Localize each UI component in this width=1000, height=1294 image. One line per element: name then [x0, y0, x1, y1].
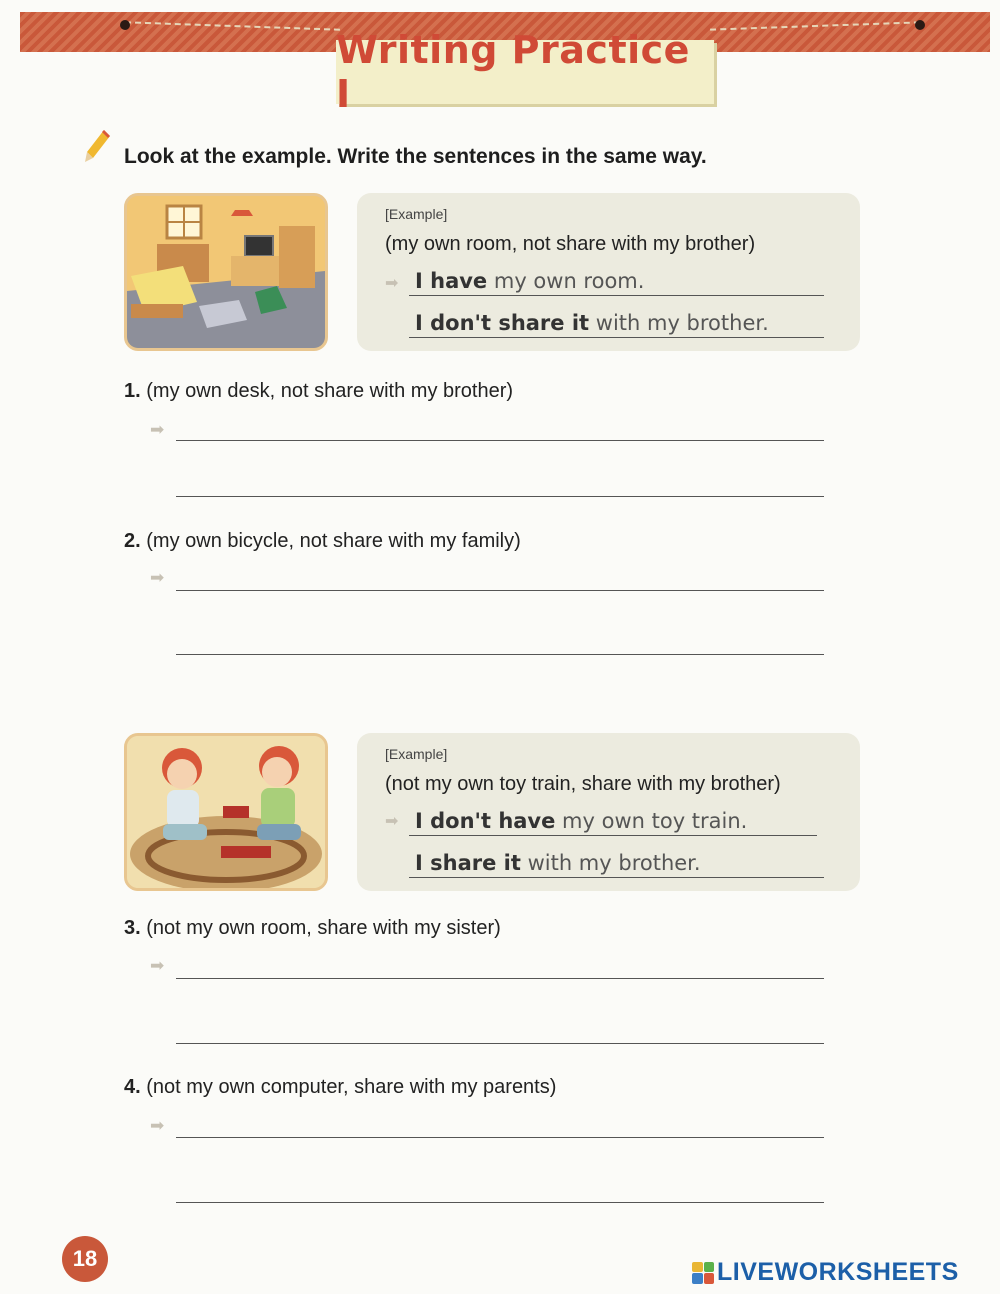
- example-box-2: [357, 733, 860, 891]
- example-answer-rest: with my brother.: [520, 851, 701, 875]
- example-tag: [Example]: [385, 746, 448, 762]
- question-number: 3.: [124, 917, 141, 939]
- example-answer-line-1: [409, 265, 824, 296]
- example-box-1: [357, 193, 860, 351]
- question-number: 1.: [124, 380, 141, 402]
- question-number: 2.: [124, 530, 141, 552]
- answer-line-4a[interactable]: [176, 1137, 824, 1138]
- logo-text: LIVEWORKSHEETS: [717, 1258, 959, 1286]
- example-answer-lead: I share it: [415, 851, 521, 875]
- answer-line-3b[interactable]: [176, 1043, 824, 1044]
- arrow-icon: ➡: [150, 1116, 165, 1135]
- question-text: (not my own room, share with my sister): [140, 917, 501, 939]
- example-prompt: (my own room, not share with my brother): [385, 233, 756, 255]
- example-tag: [Example]: [385, 206, 448, 222]
- example-answer-rest: my own room.: [487, 269, 645, 293]
- arrow-icon: ➡: [150, 568, 165, 587]
- example-answer-line-2: [409, 307, 824, 338]
- question-number: 4.: [124, 1076, 141, 1098]
- example-answer-lead: I don't have: [415, 809, 556, 833]
- question-3: [124, 917, 501, 940]
- example-answer-lead: I don't share it: [415, 311, 590, 335]
- example-answer-line-1: [409, 805, 817, 836]
- pencil-icon: [84, 128, 112, 164]
- answer-line-1a[interactable]: [176, 440, 824, 441]
- question-4: [124, 1076, 556, 1099]
- pin-left-icon: [120, 20, 130, 30]
- pin-right-icon: [915, 20, 925, 30]
- example-answer-rest: my own toy train.: [555, 809, 748, 833]
- arrow-icon: ➡: [150, 956, 165, 975]
- answer-line-4b[interactable]: [176, 1202, 824, 1203]
- question-text: (not my own computer, share with my parents): [140, 1076, 557, 1098]
- bedroom-illustration: [124, 193, 328, 351]
- question-2: [124, 530, 521, 553]
- question-text: (my own desk, not share with my brother): [140, 380, 514, 402]
- liveworksheets-logo[interactable]: [692, 1258, 959, 1287]
- example-answer-line-2: [409, 847, 824, 878]
- liveworksheets-icon: [692, 1262, 714, 1284]
- answer-line-3a[interactable]: [176, 978, 824, 979]
- example-answer-lead: I have: [415, 269, 488, 293]
- title-card: [336, 28, 714, 116]
- arrow-icon: ➡: [150, 420, 165, 439]
- question-1: [124, 380, 513, 403]
- page-number: 18: [62, 1236, 108, 1282]
- arrow-icon: ➡: [385, 813, 399, 830]
- question-text: (my own bicycle, not share with my family): [140, 530, 521, 552]
- example-prompt: (not my own toy train, share with my brother): [385, 773, 781, 795]
- toy-train-illustration: [124, 733, 328, 891]
- page-title: Writing Practice I: [336, 28, 690, 116]
- answer-line-1b[interactable]: [176, 496, 824, 497]
- answer-line-2a[interactable]: [176, 590, 824, 591]
- answer-line-2b[interactable]: [176, 654, 824, 655]
- arrow-icon: ➡: [385, 275, 399, 292]
- instruction-text: Look at the example. Write the sentences in the same way.: [124, 145, 707, 168]
- example-answer-rest: with my brother.: [589, 311, 769, 335]
